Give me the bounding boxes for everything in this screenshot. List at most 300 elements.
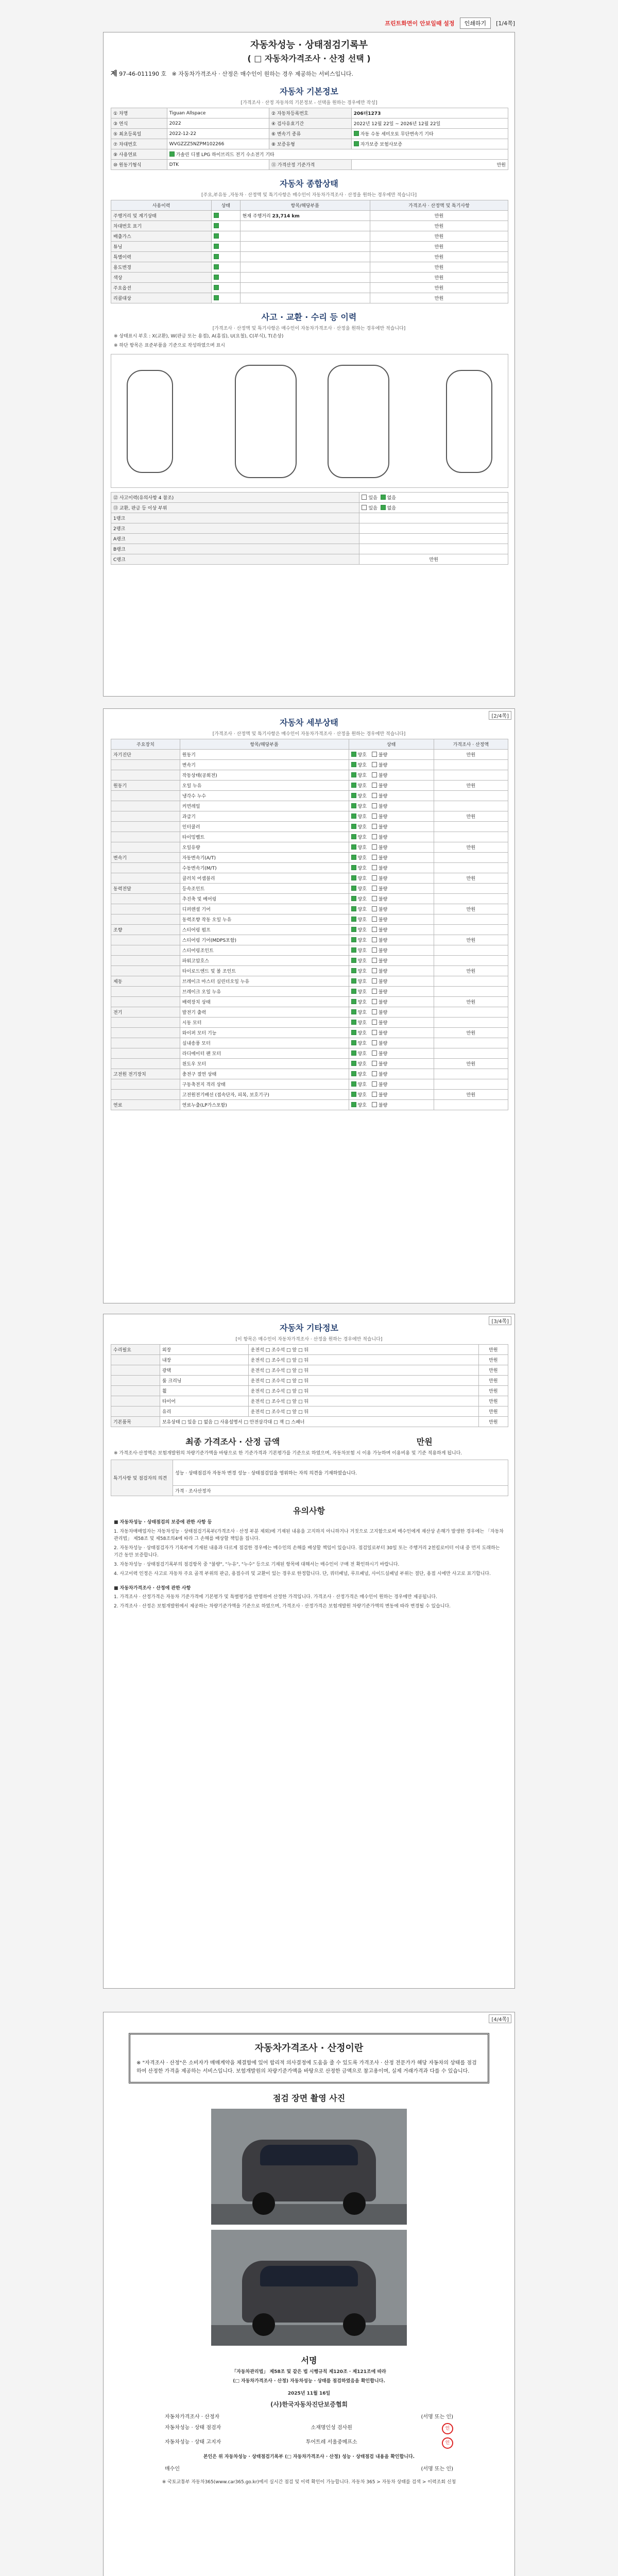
state-good: 양호 [357,1072,367,1077]
state-cell [212,211,240,221]
item-label: 커먼레일 [180,801,349,811]
label-vin: ⑦ 차대번호 [111,139,167,149]
item-label: 타이로드엔드 및 볼 조인트 [180,966,349,976]
state-bad: 불량 [378,938,388,943]
item-label: 오일 누유 [180,781,349,791]
table-row [111,842,508,853]
signature-title: 서명 [301,2355,317,2365]
checkbox-icon [372,978,377,984]
state-good: 양호 [357,804,367,809]
checkbox-icon [351,1040,356,1045]
table-row [111,945,508,956]
checkbox-icon [354,141,359,146]
group-label: 동력전달 [111,884,180,894]
repair-question: ⑬ 교환, 판금 등 이상 부위 [111,502,359,513]
state-bad: 불량 [378,866,388,871]
col-header: 가격조사 · 산정액 및 특기사항 [370,200,508,211]
state-good: 양호 [357,990,367,995]
accident-table [111,492,508,565]
state-good: 양호 [357,866,367,871]
checkbox-icon [351,772,356,777]
state-good: 양호 [357,948,367,954]
group-label [111,863,180,873]
state-bad: 불량 [378,773,388,778]
group-label: 변속기 [111,853,180,863]
car-outline-right [446,370,492,473]
caution-heading-2: ■ 자동차가격조사 · 산정에 관한 사항 [114,1585,191,1591]
value-fuel [167,149,508,160]
group-label [111,956,180,966]
checkbox-icon [362,495,367,500]
checkbox-icon [214,244,219,249]
col-header: 주요장치 [111,739,180,750]
positions: 운전석 □ 조수석 □ 앞 □ 뒤 [248,1355,478,1365]
accident-answer [359,492,508,502]
checkbox-icon [372,1071,377,1076]
state-good: 양호 [357,815,367,820]
state-good: 양호 [357,959,367,964]
price-unit: 만원 [370,293,508,303]
notice-text: ※ "자격조사 · 산정"은 소비자가 매매계약을 체결함에 있어 합리적 의사결정에 도움을 줄 수 있도록 가격조사 · 산정 전문가가 해당 자동차의 상태를 점검하여 산정한 가격을 제공하는 서비스입니다. 보험개발원의 차량기준가액을 바탕으로 산정한 금액으로 참고용이며, 실제 거래가격과 다를 수 있습니다. [136,2060,477,2074]
table-row [111,976,508,987]
item-label: 발전기 출력 [180,1007,349,1018]
state-good: 양호 [357,825,367,830]
checkbox-icon [372,875,377,880]
checkbox-icon [372,1061,377,1066]
price-unit: 만원 [434,750,508,760]
state-good: 양호 [357,753,367,758]
item-label: 브레이크 오일 누유 [180,987,349,997]
label-inspection-period: ④ 검사유효기간 [269,118,351,129]
item-label: 배력장치 상태 [180,997,349,1007]
price-unit: 만원 [370,262,508,273]
col-header: 상태 [212,200,240,211]
checkbox-icon [351,875,356,880]
row-label: 주요옵션 [111,283,212,293]
table-row [111,160,508,170]
special-table [111,1460,508,1496]
checkbox-icon [372,772,377,777]
group-label [111,997,180,1007]
checkbox-icon [372,999,377,1004]
state-cell [349,987,434,997]
state-good: 양호 [357,938,367,943]
price-unit: 만원 [478,1386,508,1396]
group-label [111,1028,180,1038]
caution-para: 4. 사고이력 인정은 사고로 자동차 주요 골격 부위의 판금, 용접수리 및 교환이 있는 경우로 한정합니다. 단, 쿼터패널, 루프패널, 사이드실패널 부위는 절단, 용접 시에만 사고로 표기합니다. [114,1571,491,1577]
item-label: 스티어링 펌프 [180,925,349,935]
item-label: 등속조인트 [180,884,349,894]
price-unit [434,1079,508,1090]
state-cell [349,853,434,863]
state-bad: 불량 [378,948,388,954]
checkbox-icon [351,793,356,798]
group-label [111,1090,180,1100]
state-good: 양호 [357,887,367,892]
price-unit [434,1048,508,1059]
table-row [111,853,508,863]
state-cell [349,945,434,956]
checkbox-icon [372,824,377,829]
group-label [111,1396,160,1406]
checkbox-icon [372,937,377,942]
item-label: 내장 [160,1355,248,1365]
table-row [111,811,508,822]
table-row [111,781,508,791]
price-unit: 만원 [434,842,508,853]
table-row [111,293,508,303]
table-row [111,832,508,842]
checkbox-icon [372,1009,377,1014]
value-transmission [351,129,508,139]
price-unit: 만원 [434,811,508,822]
checkbox-icon [372,1092,377,1097]
checkbox-icon [372,844,377,850]
item-label: 디퍼렌셜 기어 [180,904,349,914]
item-label: 과급기 [180,811,349,822]
print-warning-link[interactable]: 프린트화면이 안보일때 설정 [385,20,455,27]
group-label [111,987,180,997]
price-unit: 만원 [434,904,508,914]
positions: 운전석 □ 조수석 □ 앞 □ 뒤 [248,1365,478,1376]
table-row [111,118,508,129]
state-good: 양호 [357,1010,367,1015]
state-good: 양호 [357,773,367,778]
photo-floor [211,2325,407,2346]
checkbox-icon [351,927,356,932]
state-cell [349,884,434,894]
table-row [111,1069,508,1079]
state-bad: 불량 [378,907,388,912]
item-label: 연료누출(LP가스포함) [180,1100,349,1110]
item-label: 자동변속기(A/T) [180,853,349,863]
doc-title: 자동차성능 · 상태점검기록부 [250,40,368,50]
checkbox-icon [372,865,377,870]
table-row [111,1460,508,1485]
state-bad: 불량 [378,928,388,933]
photo-wheel [252,2313,275,2336]
state-good: 양호 [357,794,367,799]
table-row [111,1365,508,1376]
buyer-sign: (서명 또는 인) [421,2466,453,2472]
group-label: 고전원 전기장치 [111,1069,180,1079]
checkbox-icon [351,814,356,819]
price-unit: 만원 [478,1345,508,1355]
group-label [111,1038,180,1048]
signer-value: (서명 또는 인) [421,2414,453,2420]
checkbox-icon [372,1050,377,1056]
table-row [111,1100,508,1110]
page-indicator: [1/4쪽] [496,20,515,27]
item-label: 스티어링 기어(MDPS포함) [180,935,349,945]
state-bad: 불량 [378,918,388,923]
accident-title: 사고 · 교환 · 수리 등 이력 [261,312,357,322]
checkbox-icon [351,958,356,963]
sheet-page-1 [103,32,515,697]
photo-wheel [252,2192,275,2215]
group-label [111,935,180,945]
group-label [111,791,180,801]
caution-para: 3. 자동차성능 · 상태점검기록부의 점검항목 중 "불량", "누유", "누수" 등으로 기재된 항목에 대해서는 매수인이 구매 전 확인하시기 바랍니다. [114,1562,400,1567]
sheet-page-2 [103,708,515,1303]
item-label: 스티어링조인트 [180,945,349,956]
state-cell [349,1059,434,1069]
value-vin: WVGZZZ5NZPM102266 [167,139,269,149]
checkbox-icon [372,803,377,808]
state-bad: 불량 [378,990,388,995]
price-unit: 만원 [434,781,508,791]
row-label: 튜닝 [111,242,212,252]
item-label: 라디에이터 팬 모터 [180,1048,349,1059]
state-cell [349,760,434,770]
table-row [111,283,508,293]
checkbox-icon [381,495,386,500]
answer-no: 없음 [387,505,396,511]
state-bad: 불량 [378,763,388,768]
group-label: 전기 [111,1007,180,1018]
state-good: 양호 [357,1103,367,1108]
checkbox-icon [214,264,219,269]
state-cell [212,283,240,293]
signer-value: 소재명인성 검사원 [311,2425,352,2431]
answer-no: 없음 [387,495,396,501]
state-bad: 불량 [378,1082,388,1088]
doc-subtitle: ( □ 자동차가격조사 · 산정 선택 ) [247,54,371,63]
group-label [111,1365,160,1376]
signature-date: 2025년 11월 16일 [287,2391,331,2396]
table-row [111,200,508,211]
item-label: 파워고압호스 [180,956,349,966]
detail-title: 자동차 세부상태 [280,718,338,727]
price-unit: 만원 [370,252,508,262]
checkbox-icon [214,233,219,239]
row-label: 배출가스 [111,231,212,242]
item-label: 시동 모터 [180,1018,349,1028]
checkbox-icon [351,855,356,860]
price-unit: 만원 [370,242,508,252]
photo-wheel [343,2313,366,2336]
state-bad: 불량 [378,825,388,830]
checkbox-icon [372,896,377,901]
price-unit [434,801,508,811]
state-bad: 불량 [378,876,388,882]
row-label: 용도변경 [111,262,212,273]
item-label: 냉각수 누수 [180,791,349,801]
state-cell [349,894,434,904]
state-cell [349,1028,434,1038]
price-unit: 만원 [370,273,508,283]
signer-label: 자동차성능 · 상태 점검자 [165,2425,221,2431]
state-cell [349,822,434,832]
state-cell [349,791,434,801]
signer-label: 자동차성능 · 상태 고지자 [165,2439,221,2446]
caution-heading-1: ■ 자동차성능 · 상태점검의 보증에 관한 사항 등 [114,1519,212,1525]
table-row [111,914,508,925]
checkbox-icon [372,917,377,922]
checkbox-icon [351,906,356,911]
table-row [111,242,508,252]
state-good: 양호 [357,969,367,974]
state-bad: 불량 [378,1010,388,1015]
price-unit [434,956,508,966]
group-label [111,760,180,770]
checkbox-icon [372,762,377,767]
checkbox-icon [351,886,356,891]
checkbox-icon [372,1040,377,1045]
stamp-icon: 인 [442,2437,453,2449]
group-label [111,1059,180,1069]
group-label [111,1048,180,1059]
checkbox-icon [351,947,356,953]
other-note: [이 항목은 매수인이 자동차가격조사 · 산정을 원하는 경우에만 적습니다] [235,1337,383,1342]
state-bad: 불량 [378,1072,388,1077]
state-cell [349,904,434,914]
table-row [111,1406,508,1417]
item-label: 실내송풍 모터 [180,1038,349,1048]
group-label [111,904,180,914]
signature-text-2: (□ 자동차가격조사 · 산정) 자동차성능 · 상태를 점검하였음을 확인합니다. [233,2378,385,2384]
price-unit: 만원 [478,1396,508,1406]
car-outline-bottom [328,365,389,478]
group-label [111,1376,160,1386]
page-number: [4/4쪽] [489,2014,511,2023]
state-good: 양호 [357,835,367,840]
state-bad: 불량 [378,1031,388,1036]
price-unit [434,863,508,873]
signature-assoc: (사)한국자동차진단보증협회 [270,2400,348,2408]
signature-row [165,2437,453,2449]
table-row [111,273,508,283]
checkbox-icon [214,213,219,218]
group-label [111,1386,160,1396]
state-cell [349,1069,434,1079]
state-bad: 불량 [378,897,388,902]
state-bad: 불량 [378,753,388,758]
checkbox-icon [214,285,219,290]
group-label [111,1355,160,1365]
checkbox-icon [372,968,377,973]
table-row [111,791,508,801]
group-label [111,842,180,853]
accident-note: [가격조사 · 산정액 및 특기사항은 매수인이 자동차가격조사 · 산정을 원하는 경우에만 적습니다] [212,326,406,331]
state-cell [349,1007,434,1018]
table-row [111,523,508,533]
table-row [111,760,508,770]
checkbox-icon [351,1009,356,1014]
price-unit [434,853,508,863]
checkbox-icon [351,762,356,767]
price-unit: 만원 [434,935,508,945]
label-warranty: ⑧ 보증유형 [269,139,351,149]
table-row [111,108,508,118]
state-bad: 불량 [378,979,388,985]
checkbox-icon [351,1050,356,1056]
notice-box [129,2033,489,2083]
value-warranty [351,139,508,149]
row-label: 차대번호 표기 [111,221,212,231]
group-label: 수리필요 [111,1345,160,1355]
state-good: 양호 [357,1093,367,1098]
state-good: 양호 [357,1021,367,1026]
photo-floor [211,2204,407,2225]
row-label: 주행거리 및 계기상태 [111,211,212,221]
state-cell [349,956,434,966]
table-row [111,1386,508,1396]
state-bad: 불량 [378,815,388,820]
checkbox-icon [372,855,377,860]
price-unit [434,832,508,842]
checkbox-icon [354,131,359,136]
checkbox-icon [381,505,386,510]
special-text: 성능 · 상태점검자 자동차 변경 성능 · 상태점검업을 영위하는 자의 의견을 기재하였습니다. [173,1460,508,1485]
state-cell [212,221,240,231]
price-unit [434,1038,508,1048]
state-good: 양호 [357,784,367,789]
item-label: 고전원전기배선 (접속단자, 피복, 보호기구) [180,1090,349,1100]
table-row [111,739,508,750]
price-unit: 만원 [434,966,508,976]
group-label: 원동기 [111,781,180,791]
item-label: 유리 [160,1406,248,1417]
table-row [111,139,508,149]
checkbox-icon [372,1030,377,1035]
checkbox-icon [372,1020,377,1025]
checkbox-icon [372,752,377,757]
state-bad: 불량 [378,1000,388,1005]
state-cell [212,273,240,283]
state-cell [349,863,434,873]
state-good: 양호 [357,1052,367,1057]
checkbox-icon [372,783,377,788]
table-row [111,1048,508,1059]
label-first-reg: ⑤ 최초등록일 [111,129,167,139]
rank-label: A랭크 [111,533,359,544]
state-good: 양호 [357,1041,367,1046]
state-cell [349,832,434,842]
table-row [111,1007,508,1018]
price-unit: 만원 [478,1417,508,1427]
checkbox-icon [214,275,219,280]
item-label: 타이밍벨트 [180,832,349,842]
caution-para: 1. 자동차매매업자는 자동차성능 · 상태점검기록부(가격조사 · 산정 부분 제외)에 기재된 내용을 고지하지 아니하거나 거짓으로 고지함으로써 매수인에게 재산상 손해가 발생한 경우에는 「자동차관리법」 제58조 및 제58조의4에 따라 그 손해를 배상할 책임을 집니다. [114,1529,504,1541]
print-button[interactable]: 인쇄하기 [460,18,491,29]
caution-para: 1. 가격조사 · 산정가격은 자동차 기준가격에 기본평가 및 특별평가를 반영하여 산정한 가격입니다. 가격조사 · 산정가격은 매수인이 원하는 경우에만 제공됩니다. [114,1595,437,1600]
state-good: 양호 [357,1082,367,1088]
state-cell [349,966,434,976]
state-bad: 불량 [378,1093,388,1098]
group-label: 연료 [111,1100,180,1110]
state-bad: 불량 [378,1103,388,1108]
item-label: 브레이크 마스터 실린더오일 누유 [180,976,349,987]
price-unit [434,1018,508,1028]
item-label: 외장 [160,1345,248,1355]
value-base-price: 만원 [351,160,508,170]
table-row [111,149,508,160]
price-unit [434,1069,508,1079]
table-row [111,502,508,513]
status-note: [주요,부유동 ,자동차 · 산정액 및 특기사항은 매수인이 자동차가격조사 · 산정을 원하는 경우에만 적습니다] [201,193,417,198]
value-plate: 206더1273 [351,108,508,118]
stamp-icon: 인 [442,2423,453,2434]
price-unit [434,925,508,935]
value-first-reg: 2022-12-22 [167,129,269,139]
label-fuel: ⑨ 사용연료 [111,149,167,160]
warranty-options: 자가보증 보험사보증 [360,142,402,147]
other-table [111,1344,508,1427]
item-label: 클러치 어셈블리 [180,873,349,884]
checkbox-icon [372,814,377,819]
top-bar [103,15,515,31]
